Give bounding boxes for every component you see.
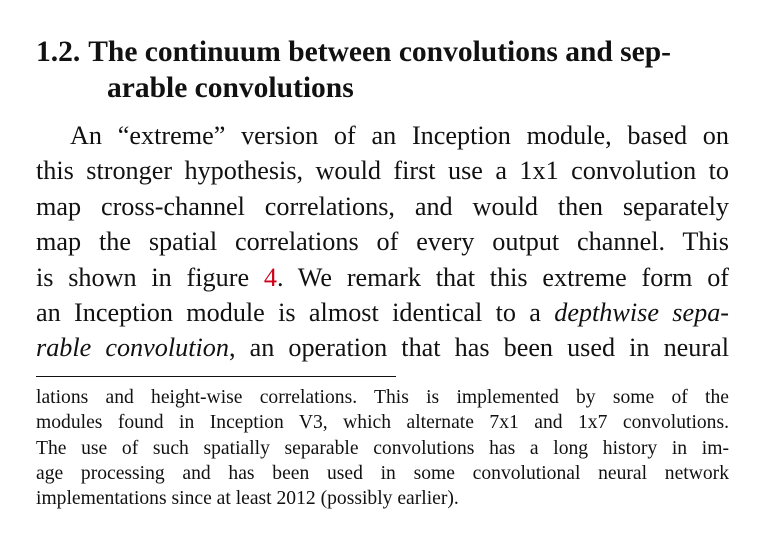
section-title-part-2: arable convolutions (107, 72, 354, 104)
paragraph-line: An “extreme” version of an Inception module, based on (70, 121, 729, 150)
paragraph-line (36, 260, 729, 295)
footnote-line: implementations since at least 2012 (possibly earlier). (36, 488, 459, 510)
paragraph-line (36, 330, 729, 365)
body-paragraph (36, 118, 736, 366)
footnote-line: modules found in Inception V3, which alternate 7x1 and 1x7 convolutions. (36, 412, 729, 434)
section-heading-line-1 (36, 34, 756, 70)
paragraph-line: map cross-channel correlations, and would then separately (36, 191, 729, 221)
paragraph-text: an Inception module is almost identical to a (36, 298, 555, 328)
footnote-line: age processing and has been used in some convolutional neural network (36, 462, 729, 484)
paragraph-text: . We remark that this extreme form of (276, 262, 730, 292)
footnote (36, 385, 729, 511)
emphasized-term: rable convolution (36, 333, 229, 363)
figure-reference-link[interactable]: 4 (263, 262, 277, 292)
footnote-divider (36, 376, 396, 377)
paragraph-text: is shown in figure (36, 262, 264, 292)
paragraph-line: map the spatial correlations of every output channel. This (36, 227, 729, 257)
paragraph-text: , an operation that has been used in neural (228, 333, 729, 363)
emphasized-term: depthwise sepa- (554, 298, 730, 328)
section-heading (36, 34, 756, 106)
footnote-line: The use of such spatially separable convolutions has a long history in im- (36, 437, 729, 459)
paragraph-line: this stronger hypothesis, would first use a 1x1 convolution to (36, 156, 729, 186)
section-number: 1.2. (36, 36, 81, 68)
paragraph-line (36, 295, 729, 330)
footnote-line: lations and height-wise correlations. This is implemented by some of the (36, 387, 729, 408)
section-title-part-1: The continuum between convolutions and sep- (88, 36, 671, 68)
